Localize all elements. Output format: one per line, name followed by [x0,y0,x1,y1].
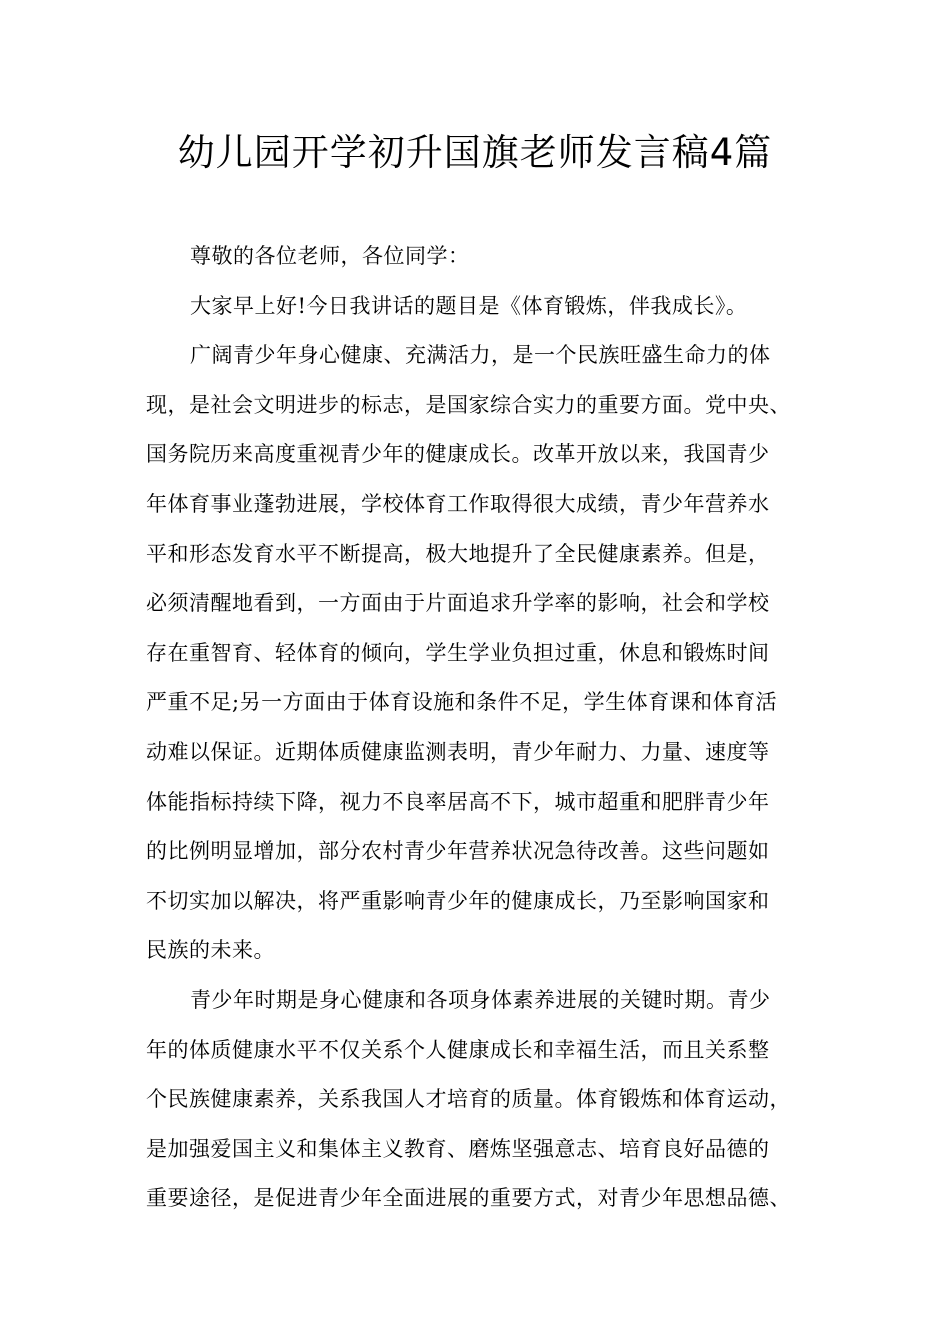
text-line: 必须清醒地看到，一方面由于片面追求升学率的影响，社会和学校 [146,591,770,616]
text-line: 广阔青少年身心健康、充满活力，是一个民族旺盛生命力的体 [190,343,771,368]
text-line: 不切实加以解决，将严重影响青少年的健康成长，乃至影响国家和 [146,888,770,913]
text-line: 个民族健康素养，关系我国人才培育的质量。体育锻炼和体育运动， [146,1087,791,1112]
text-line: 青少年时期是身心健康和各项身体素养进展的关键时期。青少 [190,987,771,1012]
text-line: 重要途径，是促进青少年全面进展的重要方式，对青少年思想品德、 [146,1186,791,1211]
text-line: 年的体质健康水平不仅关系个人健康成长和幸福生活，而且关系整 [146,1037,770,1062]
document-title: 幼儿园开学初升国旗老师发言稿4篇 [177,131,773,174]
text-line: 是加强爱国主义和集体主义教育、磨炼坚强意志、培育良好品德的 [146,1136,770,1161]
text-line: 民族的未来。 [146,938,275,963]
text-line: 动难以保证。近期体质健康监测表明，青少年耐力、力量、速度等 [146,739,770,764]
text-line: 体能指标持续下降，视力不良率居高不下，城市超重和肥胖青少年 [146,789,770,814]
text-line: 的比例明显增加，部分农村青少年营养状况急待改善。这些问题如 [146,839,770,864]
text-line: 年体育事业蓬勃进展，学校体育工作取得很大成绩，青少年营养水 [146,491,770,516]
text-line: 现，是社会文明进步的标志，是国家综合实力的重要方面。党中央、 [146,392,791,417]
text-line: 尊敬的各位老师，各位同学： [190,244,470,268]
text-line: 存在重智育、轻体育的倾向，学生学业负担过重，休息和锻炼时间 [146,640,770,665]
text-line: 国务院历来高度重视青少年的健康成长。改革开放以来，我国青少 [146,442,770,467]
text-line: 大家早上好!今日我讲话的题目是《体育锻炼，伴我成长》。 [190,293,748,318]
document-body [146,232,826,1224]
text-line: 严重不足;另一方面由于体育设施和条件不足，学生体育课和体育活 [146,690,778,715]
text-line: 平和形态发育水平不断提高，极大地提升了全民健康素养。但是， [146,541,770,566]
